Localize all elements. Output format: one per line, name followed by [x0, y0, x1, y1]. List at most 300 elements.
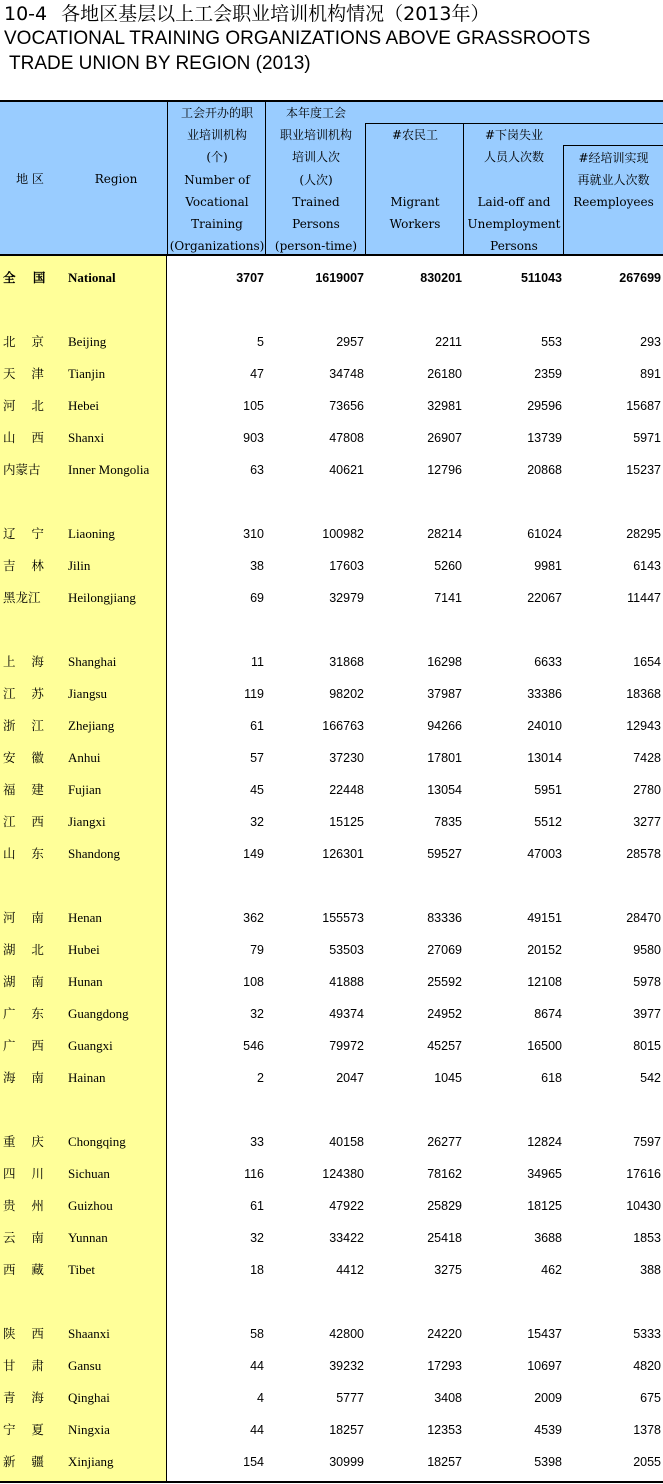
cell-value: 33422: [329, 1231, 364, 1245]
region-en: Liaoning: [68, 526, 115, 541]
region-en: Zhejiang: [68, 718, 115, 733]
cell-value: 9981: [534, 559, 562, 573]
cell-value: 618: [541, 1071, 562, 1085]
cell-value: 149: [243, 847, 264, 861]
cell-value: 2: [257, 1071, 264, 1085]
cell-value: 1619007: [315, 271, 364, 285]
cell-value: 40158: [329, 1135, 364, 1149]
region-cn: 内蒙古: [3, 462, 41, 477]
cell-value: 33: [250, 1135, 264, 1149]
cell-value: 1654: [633, 655, 661, 669]
region-en: Hubei: [68, 942, 100, 957]
cell-value: 18368: [626, 687, 661, 701]
cell-value: 675: [640, 1391, 661, 1405]
cell-value: 39232: [329, 1359, 364, 1373]
cell-value: 462: [541, 1263, 562, 1277]
header-divider: [563, 146, 564, 256]
cell-value: 63: [250, 463, 264, 477]
cell-value: 3977: [633, 1007, 661, 1021]
region-en: Jiangsu: [68, 686, 107, 701]
cell-value: 47922: [329, 1199, 364, 1213]
cell-value: 362: [243, 911, 264, 925]
header-line: Persons: [292, 216, 340, 231]
cell-value: 12824: [527, 1135, 562, 1149]
cell-value: 17616: [626, 1167, 661, 1181]
header-divider: [365, 123, 663, 124]
cell-value: 41888: [329, 975, 364, 989]
region-cn: 上 海: [3, 654, 44, 669]
cell-value: 6143: [633, 559, 661, 573]
cell-value: 53503: [329, 943, 364, 957]
title-en-line1: VOCATIONAL TRAINING ORGANIZATIONS ABOVE GRASSROOTS: [4, 28, 591, 49]
cell-value: 2055: [633, 1455, 661, 1469]
cell-value: 28295: [626, 527, 661, 541]
table-row: [0, 806, 663, 838]
cell-value: 25418: [427, 1231, 462, 1245]
table-row: [0, 1030, 663, 1062]
region-cn: 江 西: [3, 814, 44, 829]
cell-value: 388: [640, 1263, 661, 1277]
cell-value: 15687: [626, 399, 661, 413]
region-cn: 广 东: [3, 1006, 44, 1021]
cell-value: 542: [640, 1071, 661, 1085]
cell-value: 13014: [527, 751, 562, 765]
header-line: [464, 168, 564, 190]
cell-value: 105: [243, 399, 264, 413]
cell-value: 34965: [527, 1167, 562, 1181]
region-en: Inner Mongolia: [68, 462, 150, 477]
cell-value: 5951: [534, 783, 562, 797]
title-en-line2: TRADE UNION BY REGION (2013): [9, 53, 311, 74]
region-en: Ningxia: [68, 1422, 110, 1437]
region-cn: 陕 西: [3, 1326, 44, 1341]
cell-value: 33386: [527, 687, 562, 701]
table-row: [0, 358, 663, 390]
cell-value: 3408: [434, 1391, 462, 1405]
cell-value: 119: [244, 687, 264, 701]
header-line: Unemployment: [467, 216, 561, 231]
cell-value: 3688: [534, 1231, 562, 1245]
header-line: 工会开办的职: [180, 106, 253, 120]
cell-value: 79: [250, 943, 264, 957]
table-row: [0, 1062, 663, 1094]
header-line: Training: [191, 216, 243, 231]
cell-value: 3275: [434, 1263, 462, 1277]
table-row: [0, 710, 663, 742]
header-line: Workers: [389, 216, 441, 231]
region-cn: 吉 林: [3, 558, 44, 573]
table-row: [0, 774, 663, 806]
cell-value: 61: [250, 1199, 264, 1213]
cell-value: 7428: [633, 751, 661, 765]
cell-value: 47: [250, 367, 264, 381]
header-divider: [167, 102, 168, 256]
cell-value: 2359: [534, 367, 562, 381]
region-cn: 辽 宁: [3, 526, 44, 541]
cell-value: 116: [244, 1167, 264, 1181]
table-row: [0, 262, 663, 294]
header-region-en: Region: [94, 172, 138, 186]
cell-value: 4820: [633, 1359, 661, 1373]
region-cn: 云 南: [3, 1230, 44, 1245]
cell-value: 7835: [434, 815, 462, 829]
region-en: Guangdong: [68, 1006, 129, 1021]
title-cn: [4, 2, 659, 26]
cell-value: 26277: [427, 1135, 462, 1149]
cell-value: 166763: [322, 719, 364, 733]
cell-value: 124380: [322, 1167, 364, 1181]
region-en: Tibet: [68, 1262, 95, 1277]
cell-value: 26907: [427, 431, 462, 445]
region-en: Hainan: [68, 1070, 106, 1085]
header-region-cn: 地 区: [16, 172, 44, 186]
cell-value: 20868: [527, 463, 562, 477]
header-col-migrant-workers: [366, 124, 464, 235]
table-row: [0, 742, 663, 774]
cell-value: 5260: [434, 559, 462, 573]
table-row: [0, 582, 663, 614]
region-cn: 甘 肃: [3, 1358, 44, 1373]
region-cn: 北 京: [3, 334, 44, 349]
cell-value: 100982: [322, 527, 364, 541]
table-row: [0, 454, 663, 486]
header-line: 本年度工会: [285, 106, 346, 120]
cell-value: 49151: [527, 911, 562, 925]
table-row: [0, 1254, 663, 1286]
cell-value: 8015: [633, 1039, 661, 1053]
cell-value: 310: [243, 527, 264, 541]
cell-value: 42800: [329, 1327, 364, 1341]
cell-value: 17801: [427, 751, 462, 765]
table-row: [0, 838, 663, 870]
cell-value: 18: [250, 1263, 264, 1277]
header-line: #经培训实现: [578, 151, 649, 165]
header-divider: [463, 124, 464, 256]
cell-value: 25829: [427, 1199, 462, 1213]
region-en: Tianjin: [68, 366, 106, 381]
cell-value: 10430: [626, 1199, 661, 1213]
cell-value: 27069: [427, 943, 462, 957]
table-body: [0, 256, 663, 1482]
region-cn: 浙 江: [3, 718, 44, 733]
cell-value: 1378: [633, 1423, 661, 1437]
region-en: Sichuan: [68, 1166, 110, 1181]
cell-value: 5: [257, 335, 264, 349]
cell-value: 5978: [633, 975, 661, 989]
region-cn: 湖 北: [3, 942, 44, 957]
header-line: #下岗失业: [484, 128, 544, 142]
header-col-reemployees: [564, 147, 663, 214]
region-en: Shandong: [68, 846, 120, 861]
region-en: Jiangxi: [68, 814, 106, 829]
cell-value: 20152: [527, 943, 562, 957]
table-row: [0, 934, 663, 966]
region-en: Yunnan: [68, 1230, 108, 1245]
header-line: 职业培训机构: [279, 128, 352, 143]
cell-value: 6633: [534, 655, 562, 669]
table-row: [0, 1222, 663, 1254]
region-en: National: [68, 270, 116, 285]
region-cn: 宁 夏: [3, 1422, 44, 1437]
table-row: [0, 1158, 663, 1190]
cell-value: 15237: [626, 463, 661, 477]
cell-value: 15125: [329, 815, 364, 829]
cell-value: 32981: [427, 399, 462, 413]
cell-value: 37987: [427, 687, 462, 701]
table-row: [0, 550, 663, 582]
cell-value: 5777: [336, 1391, 364, 1405]
table-row: [0, 678, 663, 710]
cell-value: 155573: [322, 911, 364, 925]
region-en: Shanxi: [68, 430, 105, 445]
cell-value: 903: [243, 431, 264, 445]
header-line: Reemployees: [573, 195, 654, 210]
table-row: [0, 390, 663, 422]
region-en: Jilin: [68, 558, 91, 573]
region-cn: 四 川: [3, 1166, 44, 1181]
title-cn-text: 各地区基层以上工会职业培训机构情况（2013年）: [61, 3, 490, 25]
cell-value: 38: [250, 559, 264, 573]
region-cn: 海 南: [3, 1070, 44, 1085]
region-cn: 黑龙江: [3, 590, 41, 605]
header-col-laid-off: [464, 124, 564, 257]
cell-value: 49374: [329, 1007, 364, 1021]
cell-value: 47003: [527, 847, 562, 861]
cell-value: 59527: [427, 847, 462, 861]
cell-value: 25592: [427, 975, 462, 989]
header-line: Number of: [184, 172, 250, 187]
cell-value: 44: [250, 1423, 264, 1437]
header-line: (人次): [299, 172, 333, 187]
region-cn: 河 南: [3, 910, 44, 925]
table-row: [0, 518, 663, 550]
header-divider: [563, 145, 663, 146]
title-block: [4, 2, 659, 76]
cell-value: 37230: [329, 751, 364, 765]
header-line: [366, 146, 464, 168]
table-row: [0, 422, 663, 454]
region-cn: 安 徽: [3, 750, 44, 765]
cell-value: 2780: [633, 783, 661, 797]
cell-value: 10697: [527, 1359, 562, 1373]
cell-value: 16298: [427, 655, 462, 669]
cell-value: 293: [640, 335, 661, 349]
cell-value: 45257: [427, 1039, 462, 1053]
table-row: [0, 998, 663, 1030]
cell-value: 69: [250, 591, 264, 605]
cell-value: 9580: [633, 943, 661, 957]
cell-value: 61: [250, 719, 264, 733]
cell-value: 18257: [329, 1423, 364, 1437]
cell-value: 4539: [534, 1423, 562, 1437]
cell-value: 18125: [527, 1199, 562, 1213]
cell-value: 18257: [427, 1455, 462, 1469]
cell-value: 13739: [527, 431, 562, 445]
region-en: Guizhou: [68, 1198, 113, 1213]
cell-value: 8674: [534, 1007, 562, 1021]
header-line: (person-time): [274, 239, 358, 254]
cell-value: 24952: [427, 1007, 462, 1021]
cell-value: 1045: [434, 1071, 462, 1085]
cell-value: 2211: [435, 335, 462, 349]
table-row: [0, 1446, 663, 1478]
cell-value: 4412: [336, 1263, 364, 1277]
cell-value: 28214: [427, 527, 462, 541]
cell-value: 2957: [336, 335, 364, 349]
bottom-rule: [0, 1481, 663, 1483]
table-row: [0, 1382, 663, 1414]
table-row: [0, 902, 663, 934]
table-row: [0, 1190, 663, 1222]
cell-value: 12796: [427, 463, 462, 477]
table-row: [0, 646, 663, 678]
cell-value: 11: [251, 655, 264, 669]
cell-value: 83336: [427, 911, 462, 925]
cell-value: 891: [640, 367, 661, 381]
cell-value: 5512: [534, 815, 562, 829]
header-line: Vocational: [185, 194, 249, 209]
cell-value: 12353: [427, 1423, 462, 1437]
cell-value: 4: [257, 1391, 264, 1405]
cell-value: 32: [250, 1007, 264, 1021]
cell-value: 32: [250, 1231, 264, 1245]
cell-value: 3707: [236, 271, 264, 285]
header-line: 人员人次数: [483, 150, 544, 165]
cell-value: 13054: [427, 783, 462, 797]
table-header: [0, 100, 663, 256]
region-cn: 天 津: [3, 366, 44, 381]
cell-value: 40621: [329, 463, 364, 477]
cell-value: 11447: [627, 591, 661, 605]
cell-value: 7141: [434, 591, 462, 605]
cell-value: 24220: [427, 1327, 462, 1341]
header-line: Laid-off and: [477, 194, 551, 209]
cell-value: 126301: [322, 847, 364, 861]
cell-value: 546: [243, 1039, 264, 1053]
cell-value: 3277: [633, 815, 661, 829]
region-cn: 福 建: [3, 782, 44, 797]
cell-value: 5333: [633, 1327, 661, 1341]
table-row: [0, 1126, 663, 1158]
cell-value: 30999: [329, 1455, 364, 1469]
region-en: Xinjiang: [68, 1454, 114, 1469]
cell-value: 553: [541, 335, 562, 349]
header-line: Migrant: [390, 194, 440, 209]
region-en: Hebei: [68, 398, 100, 413]
cell-value: 28470: [626, 911, 661, 925]
cell-value: 79972: [329, 1039, 364, 1053]
table-row: [0, 966, 663, 998]
header-col-trained-persons: [266, 102, 366, 257]
table-row: [0, 1414, 663, 1446]
region-en: Henan: [68, 910, 102, 925]
header-line: #农民工: [391, 128, 439, 142]
region-en: Shanghai: [68, 654, 117, 669]
cell-value: 154: [243, 1455, 264, 1469]
table-row: [0, 1318, 663, 1350]
cell-value: 28578: [626, 847, 661, 861]
cell-value: 57: [250, 751, 264, 765]
cell-value: 24010: [527, 719, 562, 733]
cell-value: 5971: [633, 431, 661, 445]
table-number: 10-4: [4, 3, 48, 25]
region-en: Anhui: [68, 750, 101, 765]
cell-value: 31868: [329, 655, 364, 669]
region-cn: 青 海: [3, 1390, 44, 1405]
region-en: Guangxi: [68, 1038, 113, 1053]
header-line: 再就业人次数: [577, 173, 650, 188]
cell-value: 5398: [534, 1455, 562, 1469]
header-line: (Organizations): [169, 239, 265, 254]
header-line: (个): [206, 150, 228, 165]
region-cn: 西 藏: [3, 1262, 44, 1277]
cell-value: 2009: [534, 1391, 562, 1405]
cell-value: 61024: [527, 527, 562, 541]
cell-value: 7597: [633, 1135, 661, 1149]
header-line: 业培训机构: [186, 128, 247, 143]
header-col-organizations: [168, 102, 266, 257]
region-cn: 江 苏: [3, 686, 44, 701]
cell-value: 17603: [329, 559, 364, 573]
region-cn: 山 西: [3, 430, 44, 445]
cell-value: 15437: [527, 1327, 562, 1341]
header-line: Trained: [292, 194, 340, 209]
cell-value: 22448: [329, 783, 364, 797]
cell-value: 1853: [633, 1231, 661, 1245]
region-cn: 河 北: [3, 398, 44, 413]
header-line: Persons: [490, 238, 538, 253]
region-en: Beijing: [68, 334, 107, 349]
region-cn: 山 东: [3, 846, 44, 861]
region-en: Hunan: [68, 974, 103, 989]
cell-value: 32979: [329, 591, 364, 605]
cell-value: 12943: [626, 719, 661, 733]
cell-value: 16500: [527, 1039, 562, 1053]
region-en: Fujian: [68, 782, 102, 797]
region-cn: 广 西: [3, 1038, 44, 1053]
cell-value: 267699: [619, 271, 661, 285]
cell-value: 94266: [427, 719, 462, 733]
table-row: [0, 326, 663, 358]
region-cn: 湖 南: [3, 974, 44, 989]
region-en: Chongqing: [68, 1134, 126, 1149]
cell-value: 511043: [520, 271, 562, 285]
cell-value: 12108: [527, 975, 562, 989]
cell-value: 26180: [427, 367, 462, 381]
cell-value: 98202: [329, 687, 364, 701]
header-divider: [265, 102, 266, 256]
header-line: 培训人次: [291, 150, 340, 165]
cell-value: 830201: [420, 271, 462, 285]
cell-value: 73656: [329, 399, 364, 413]
cell-value: 44: [250, 1359, 264, 1373]
cell-value: 108: [243, 975, 264, 989]
cell-value: 32: [250, 815, 264, 829]
header-divider: [365, 124, 366, 256]
cell-value: 34748: [329, 367, 364, 381]
region-en: Qinghai: [68, 1390, 110, 1405]
cell-value: 78162: [427, 1167, 462, 1181]
cell-value: 29596: [527, 399, 562, 413]
region-en: Shaanxi: [68, 1326, 110, 1341]
cell-value: 22067: [527, 591, 562, 605]
cell-value: 58: [250, 1327, 264, 1341]
table-row: [0, 1350, 663, 1382]
region-cn: 重 庆: [3, 1134, 44, 1149]
cell-value: 45: [250, 783, 264, 797]
region-cn: 新 疆: [3, 1454, 44, 1469]
cell-value: 2047: [336, 1071, 364, 1085]
